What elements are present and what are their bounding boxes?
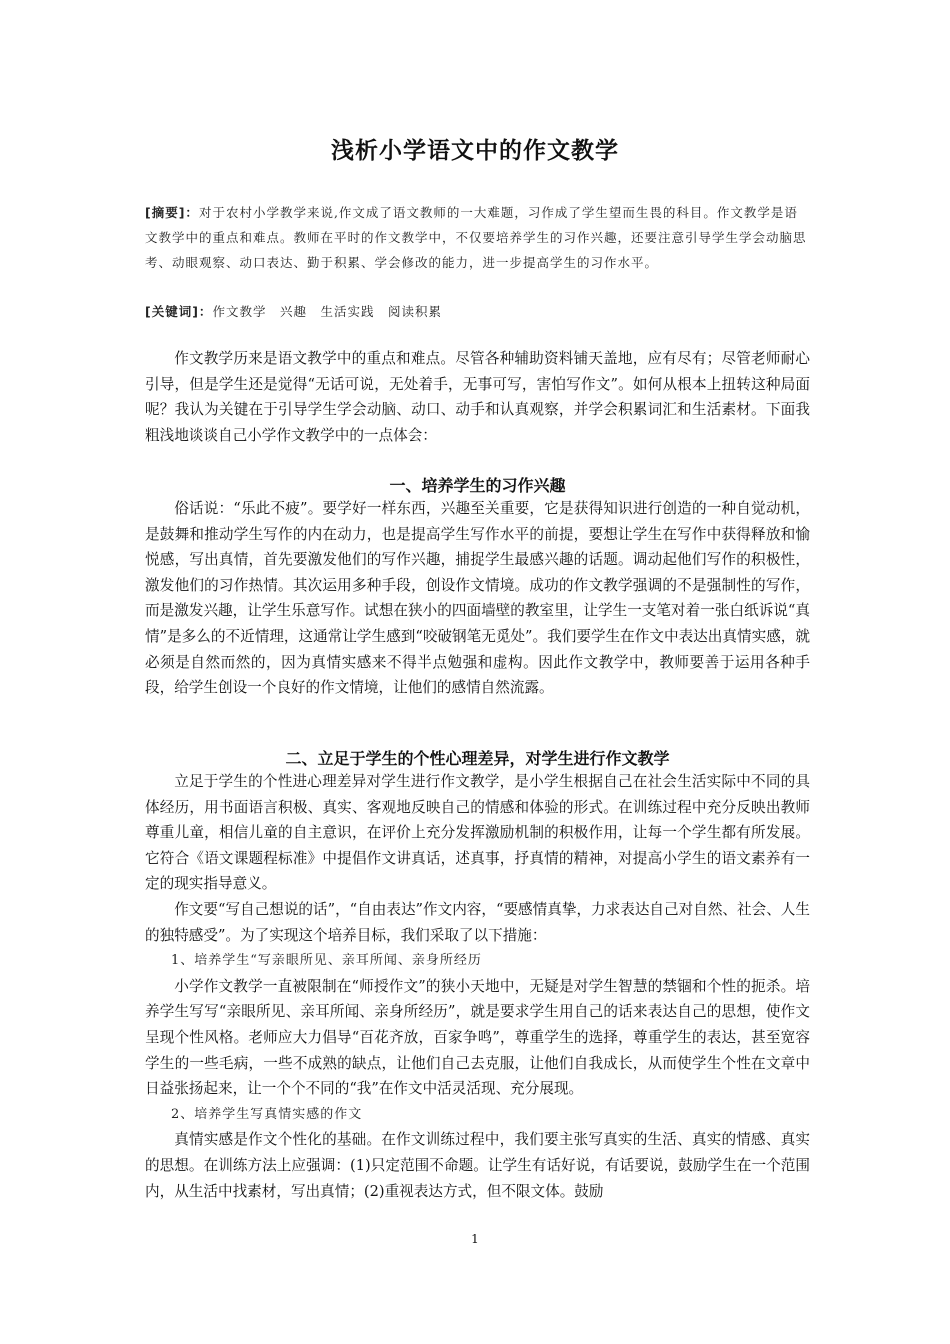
section-1-paragraph: 俗话说：“乐此不疲”。要学好一样东西，兴趣至关重要，它是获得知识进行创造的一种自觉动机，是鼓舞和推动学生写作的内在动力，也是提高学生写作水平的前提，要想让学生在写作中获得释放和愉悦感，写出真情，首先要激发他们的写作兴趣，捕捉学生最感兴趣的话题。调动起他们写作的积极性，激发他们的习作热情。其次运用多种手段，创设作文情境。成功的作文教学强调的不是强制性的写作，而是激发兴趣，让学生乐意写作。试想在狭小的四面墙壁的教室里，让学生一支笔对着一张白纸诉说“真情”是多么的不近情理，这通常让学生感到“咬破钢笔无觅处”。我们要学生在作文中表达出真情实感，就必须是自然而然的，因为真情实感来不得半点勉强和虚构。因此作文教学中，教师要善于运用各种手段，给学生创设一个良好的作文情境，让他们的感情自然流露。: [145, 500, 810, 697]
section-2-body: [145, 769, 810, 1204]
section-2-paragraph-3: 小学作文教学一直被限制在“师授作文”的狭小天地中，无疑是对学生智慧的禁锢和个性的扼杀。培养学生写写“亲眼所见、亲耳所闻、亲身所经历”，就是要求学生用自己的话来表达自己的思想，使作文呈现个性风格。老师应大力倡导“百花齐放，百家争鸣”，尊重学生的选择，尊重学生的表达，甚至宽容学生的一些毛病，一些不成熟的缺点，让他们自己去克服，让他们自我成长，从而使学生个性在文章中日益张扬起来，让一个个不同的“我”在作文中活灵活现、充分展现。: [145, 977, 810, 1098]
keywords-tag: [关键词]：: [145, 304, 213, 319]
intro-block: [145, 346, 810, 448]
abstract-text: 对于农村小学教学来说,作文成了语文教师的一大难题，习作成了学生望而生畏的科目。作文教学是语文教学中的重点和难点。教师在平时的作文教学中，不仅要培养学生的习作兴趣，还要注意引导学生学会动脑思考、动眼观察、动口表达、勤于积累、学会修改的能力，进一步提高学生的习作水平。: [145, 205, 807, 270]
page-number: 1: [471, 1232, 479, 1246]
keywords: [145, 299, 810, 324]
section-2-paragraph-1: 立足于学生的个性进心理差异对学生进行作文教学，是小学生根据自己在社会生活实际中不同的具体经历，用书面语言积极、真实、客观地反映自己的情感和体验的形式。在训练过程中充分反映出教师尊重儿童，相信儿童的自主意识，在评价上充分发挥激励机制的积极作用，让每一个学生都有所发展。它符合《语文课题程标准》中提倡作文讲真话，述真事，抒真情的精神，对提高小学生的语文素养有一定的现实指导意义。: [145, 773, 810, 893]
keywords-text: 作文教学 兴趣 生活实践 阅读积累: [212, 304, 442, 319]
subheading-1: 1、培养学生“写亲眼所见、亲耳所闻、亲身所经历: [171, 953, 482, 969]
abstract: [145, 200, 810, 275]
section-2-paragraph-2: 作文要“写自己想说的话”，“自由表达”作文内容，“要感情真挚，力求表达自己对自然、社会、人生的独特感受”。为了实现这个培养目标，我们采取了以下措施：: [145, 900, 810, 944]
section-1-body: [145, 496, 810, 701]
document-title: 浅析小学语文中的作文教学: [331, 138, 619, 164]
section-2-heading: 二、立足于学生的个性心理差异，对学生进行作文教学: [285, 749, 670, 768]
section-1-heading: 一、培养学生的习作兴趣: [389, 476, 566, 495]
subheading-2: 2、培养学生写真情实感的作文: [171, 1106, 363, 1122]
intro-paragraph: 作文教学历来是语文教学中的重点和难点。尽管各种辅助资料铺天盖地，应有尽有；尽管老师耐心引导，但是学生还是觉得“无话可说，无处着手，无事可写，害怕写作文”。如何从根本上扭转这种局面呢？我认为关键在于引导学生学会动脑、动口、动手和认真观察，并学会积累词汇和生活素材。下面我粗浅地谈谈自己小学作文教学中的一点体会：: [145, 350, 810, 444]
abstract-tag: [摘要]：: [145, 205, 199, 220]
section-2-paragraph-4: 真情实感是作文个性化的基础。在作文训练过程中，我们要主张写真实的生活、真实的情感、真实的思想。在训练方法上应强调：(1)只定范围不命题。让学生有话好说，有话要说，鼓励学生在一个范围内，从生活中找素材，写出真情；(2)重视表达方式，但不限文体。鼓励: [145, 1131, 810, 1200]
